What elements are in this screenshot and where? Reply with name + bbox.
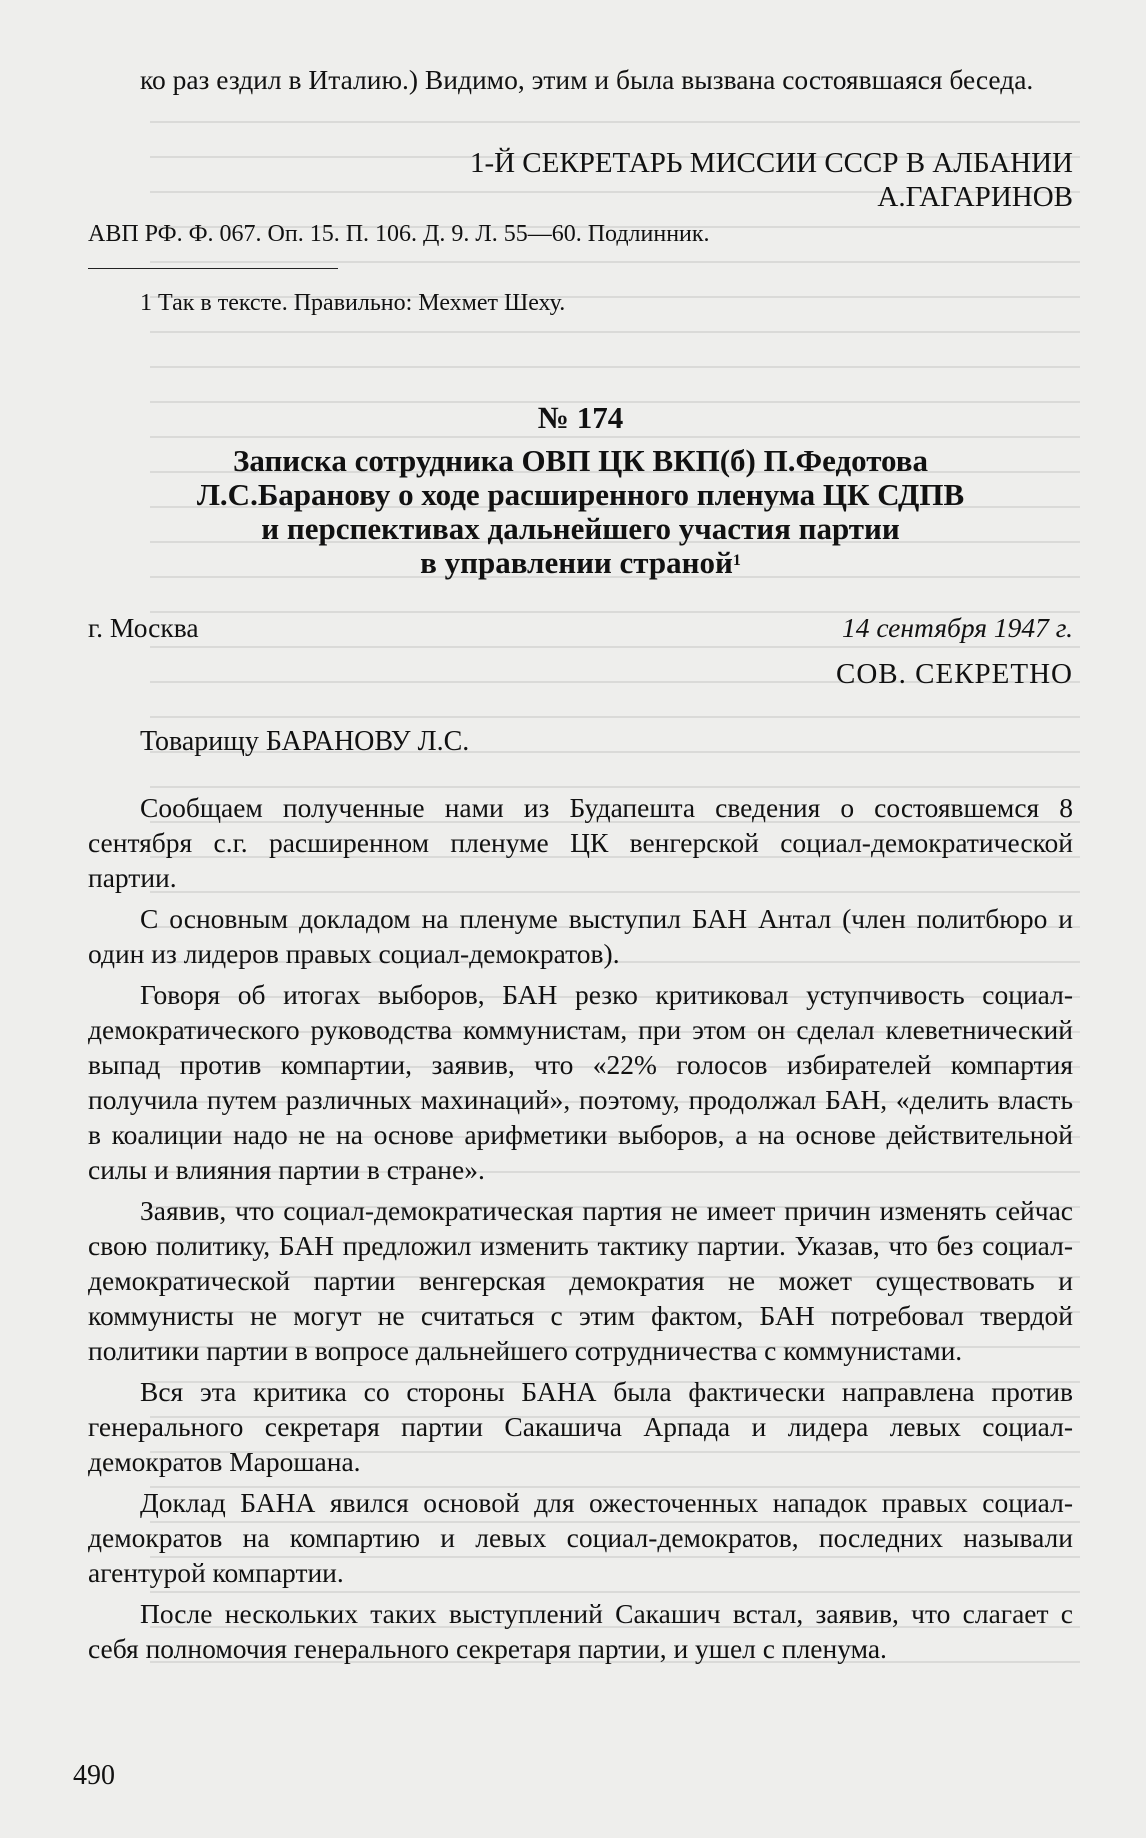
signature-block [88, 146, 1073, 214]
place: г. Москва [88, 612, 199, 643]
signature-name: А.ГАГАРИНОВ [877, 181, 1073, 213]
headline-line-4 [88, 546, 1073, 580]
archive-reference: АВП РФ. Ф. 067. Оп. 15. П. 106. Д. 9. Л. 55—60. Подлинник. [88, 221, 710, 247]
document-headline [88, 444, 1073, 580]
footnote-divider [88, 268, 338, 269]
document-number [88, 400, 1073, 436]
headline-line-4-text: в управлении страной [420, 545, 733, 580]
doc-number-label: № 174 [537, 400, 624, 435]
headline-line-2: Л.С.Баранову о ходе расширенного пленума ЦК СДПВ [196, 477, 965, 512]
continuation-paragraph: ко раз ездил в Италию.) Видимо, этим и была вызвана состоявшаяся беседа. [140, 64, 1034, 95]
footnote-text: 1 Так в тексте. Правильно: Мехмет Шеху. [140, 290, 566, 316]
paragraph-7: После нескольких таких выступлений Сакашич встал, заявив, что слагает с себя полномочия генерального секретаря партии, и ушел с пленума. [88, 1598, 1073, 1664]
headline-line-3: и перспективах дальнейшего участия партии [261, 511, 900, 546]
continuation-text [88, 62, 1073, 97]
headline-footnote-mark: 1 [732, 552, 741, 569]
paragraph-5: Вся эта критика со стороны БАНА была фактически направлена против генерального секретаря партии Сакашича Арпада и лидера левых социал-демократов Марошана. [88, 1376, 1073, 1477]
document-date: 14 сентября 1947 г. [841, 612, 1073, 643]
body-text [88, 790, 1073, 1666]
archive-source [88, 219, 1073, 249]
headline-line-1: Записка сотрудника ОВП ЦК ВКП(б) П.Федотова [232, 443, 929, 478]
footnote-block [140, 288, 1040, 318]
paragraph-1: Сообщаем полученные нами из Будапешта сведения о состоявшемся 8 сентября с.г. расширенном пленуме ЦК венгерской социал-демократической партии. [88, 792, 1073, 893]
paragraph-4: Заявив, что социал-демократическая партия не имеет причин изменять сейчас свою политику, БАН предложил изменить тактику партии. Указав, что без социал-демократической партии венгерская демократия не может существовать и коммунисты не могут не считаться с этим фактом, БАН потребовал твердой политики партии в вопросе дальнейшего сотрудничества с коммунистами. [88, 1195, 1073, 1366]
addressee: Товарищу БАРАНОВУ Л.С. [140, 726, 470, 757]
page-number: 490 [73, 1760, 115, 1791]
paragraph-2: С основным докладом на пленуме выступил БАН Антал (член политбюро и один из лидеров правых социал-демократов). [88, 903, 1073, 969]
paragraph-3: Говоря об итогах выборов, БАН резко критиковал уступчивость социал-демократического руководства коммунистам, при этом он сделал клеветнический выпад против компартии, заявив, что «22% голосов избирателей компартия получила путем различных махинаций», поэтому, продолжал БАН, «делить власть в коалиции надо не на основе арифметики выборов, а на основе действительной силы и влияния партии в стране». [88, 979, 1073, 1185]
signature-position: 1-Й СЕКРЕТАРЬ МИССИИ СССР В АЛБАНИИ [469, 147, 1073, 179]
paragraph-6: Доклад БАНА явился основой для ожесточенных нападок правых социал-демократов на компартию и левых социал-демократов, последних называли агентурой компартии. [88, 1487, 1073, 1588]
classification-stamp: СОВ. СЕКРЕТНО [836, 658, 1073, 690]
